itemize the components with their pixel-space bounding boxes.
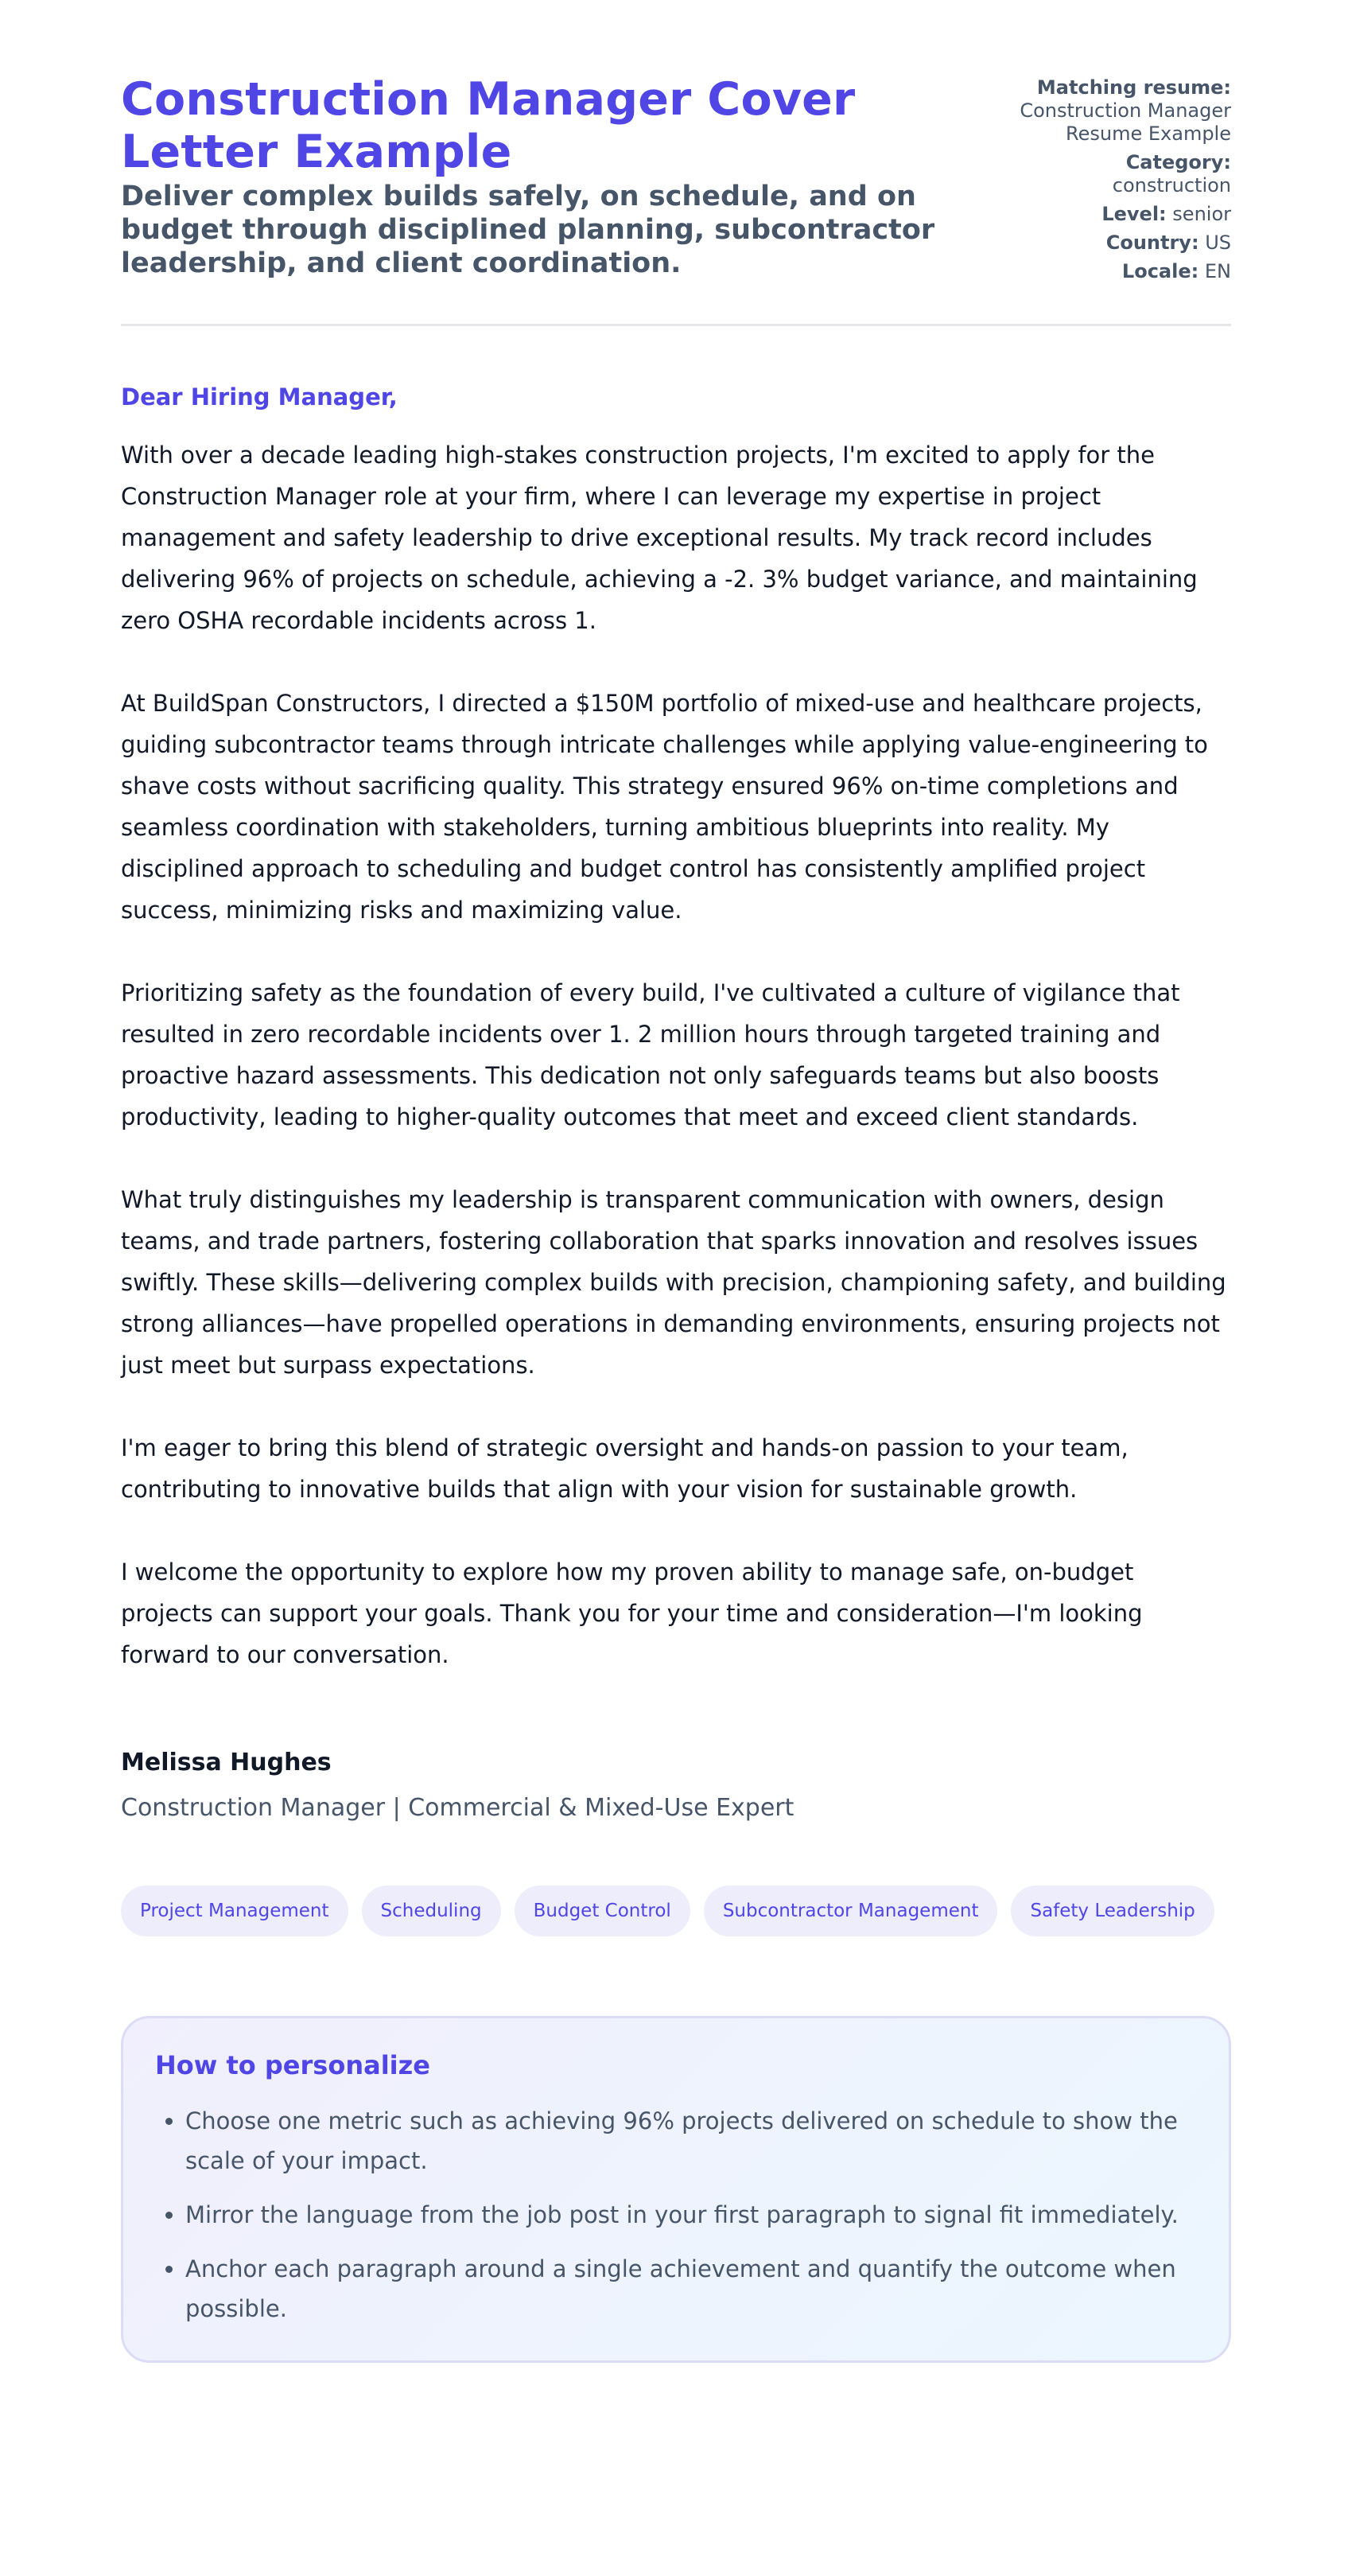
tips-list <box>155 2101 1197 2329</box>
skill-tag: Project Management <box>121 1885 348 1936</box>
meta-matching-resume-label: Matching resume: <box>1036 76 1231 99</box>
signature-title: Construction Manager | Commercial & Mixed-Use Expert <box>121 1794 794 1822</box>
signature-block <box>121 1749 1231 1822</box>
skill-tag: Budget Control <box>515 1885 690 1936</box>
meta-locale-label: Locale: <box>1121 260 1199 282</box>
skill-tags <box>121 1885 1234 1936</box>
skill-tag: Subcontractor Management <box>704 1885 998 1936</box>
meta-country-label: Country: <box>1105 232 1199 254</box>
letter-greeting: Dear Hiring Manager, <box>121 383 398 411</box>
meta-level-label: Level: <box>1101 203 1167 225</box>
personalize-tips-card <box>121 2016 1231 2363</box>
meta-country-value: US <box>1205 232 1231 254</box>
meta-category <box>977 151 1231 197</box>
tip-item: • Mirror the language from the job post in your first paragraph to signal fit immediately. <box>185 2195 1197 2235</box>
meta-locale <box>977 260 1231 283</box>
letter-paragraph: With over a decade leading high-stakes construction projects, I'm excited to apply for the Construction Manager role at your firm, where I can leverage my expertise in project management and safety leadership to drive exceptional results. My track record includes delivering 96% of projects on schedule, achieving a -2. 3% budget variance, and maintaining zero OSHA recordable incidents across 1. <box>121 442 1198 634</box>
meta-level-value: senior <box>1172 203 1231 225</box>
page-header <box>121 73 1231 326</box>
tip-item: • Anchor each paragraph around a single achievement and quantify the outcome when possible. <box>185 2249 1197 2329</box>
letter-paragraph: I'm eager to bring this blend of strategic oversight and hands-on passion to your team, contributing to innovative builds that align with your vision for sustainable growth. <box>121 1434 1129 1503</box>
meta-country <box>977 232 1231 255</box>
metadata-panel <box>977 76 1231 289</box>
page-title: Construction Manager Cover Letter Example <box>121 73 856 178</box>
letter-paragraph: Prioritizing safety as the foundation of every build, I've cultivated a culture of vigilance that resulted in zero recordable incidents over 1. 2 million hours through targeted training and proactive hazard assessments. This dedication not only safeguards teams but also boosts productivity, leading to higher-quality outcomes that meet and exceed client standards. <box>121 979 1180 1130</box>
letter-paragraph: What truly distinguishes my leadership is transparent communication with owners, design teams, and trade partners, fostering collaboration that sparks innovation and resolves issues swiftly. These skills—delivering complex builds with precision, championing safety, and building strong alliances—have propelled operations in demanding environments, ensuring projects not just meet but surpass expectations. <box>121 1186 1226 1379</box>
skill-tag: Scheduling <box>362 1885 501 1936</box>
letter-paragraph: At BuildSpan Constructors, I directed a $150M portfolio of mixed-use and healthcare projects, guiding subcontractor teams through intricate challenges while applying value-engineering to shave costs without sacrificing quality. This strategy ensured 96% on-time completions and seamless coordination with stakeholders, turning ambitious blueprints into reality. My disciplined approach to scheduling and budget control has consistently amplified project success, minimizing risks and maximizing value. <box>121 690 1208 924</box>
tips-title: How to personalize <box>155 2050 430 2080</box>
letter-body <box>121 434 1231 1675</box>
meta-matching-resume <box>977 76 1231 146</box>
header-titles <box>121 73 977 280</box>
meta-locale-value: EN <box>1204 260 1231 282</box>
letter-paragraph: I welcome the opportunity to explore how my proven ability to manage safe, on-budget projects can support your goals. Thank you for your time and consideration—I'm looking forward to our conversation. <box>121 1558 1143 1668</box>
signature-name: Melissa Hughes <box>121 1749 332 1776</box>
page-subtitle: Deliver complex builds safely, on schedule, and on budget through disciplined planning, subcontractor leadership, and client coordination. <box>121 181 935 279</box>
meta-category-value: construction <box>1112 174 1231 197</box>
meta-matching-resume-value: Construction Manager Resume Example <box>1020 99 1231 145</box>
tip-item: • Choose one metric such as achieving 96% projects delivered on schedule to show the scale of your impact. <box>185 2101 1197 2181</box>
skill-tag: Safety Leadership <box>1011 1885 1214 1936</box>
meta-level <box>977 203 1231 226</box>
meta-category-label: Category: <box>1125 151 1231 173</box>
